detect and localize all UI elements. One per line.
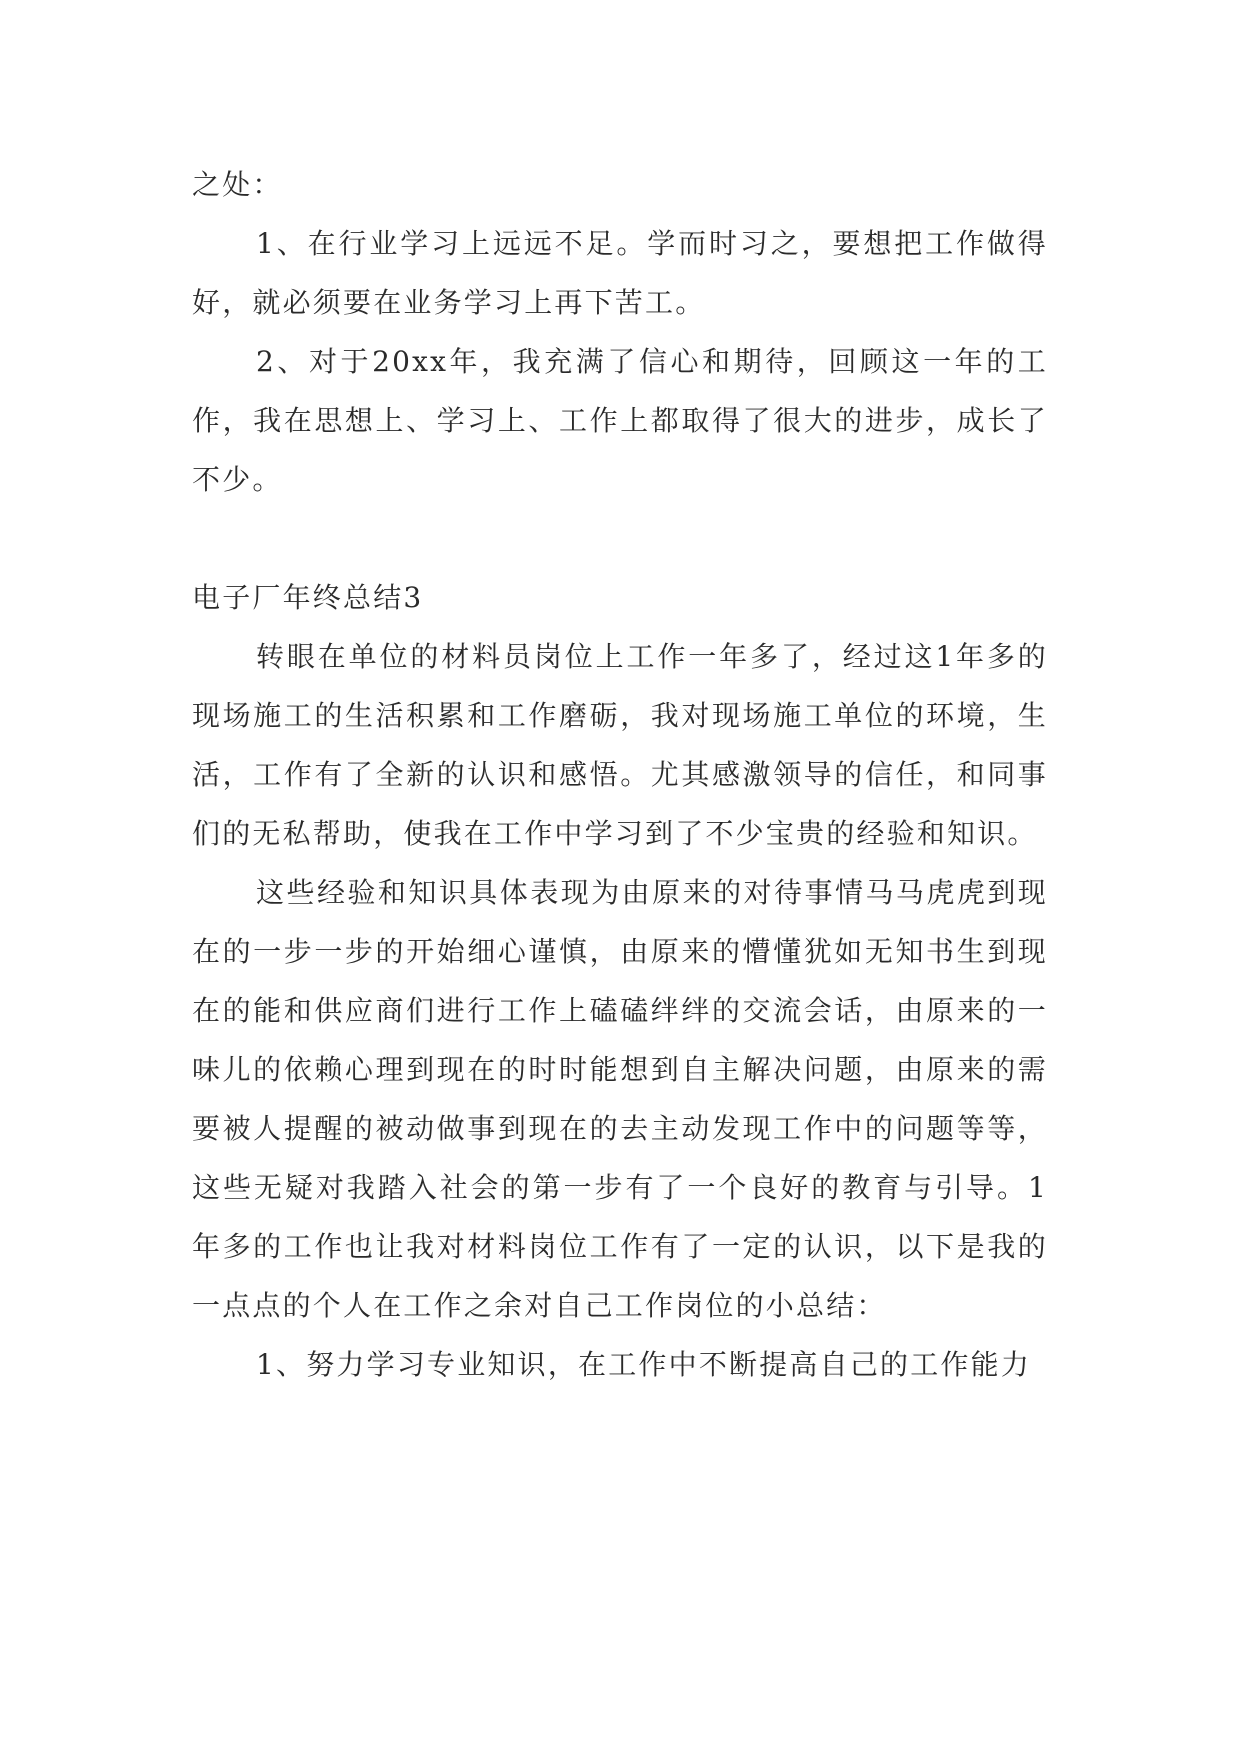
paragraph-experience: 这些经验和知识具体表现为由原来的对待事情马马虎虎到现在的一步一步的开始细心谨慎，由原来的懵懂犹如无知书生到现在的能和供应商们进行工作上磕磕绊绊的交流会话，由原来的一味儿的依赖心理到现在的时时能想到自主解决问题，由原来的需要被人提醒的被动做事到现在的去主动发现工作中的问题等等，这些无疑对我踏入社会的第一步有了一个良好的教育与引导。1年多的工作也让我对材料岗位工作有了一定的认识，以下是我的一点点的个人在工作之余对自己工作岗位的小总结：	[192, 876, 1048, 1322]
section-gap	[192, 509, 1048, 568]
paragraph-continuation: 之处：	[192, 168, 283, 201]
document-body	[192, 155, 1048, 1394]
paragraph-item-1: 1、在行业学习上远远不足。学而时习之，要想把工作做得好，就必须要在业务学习上再下苦工。	[192, 227, 1048, 319]
paragraph-item-2: 2、对于20xx年，我充满了信心和期待，回顾这一年的工作，我在思想上、学习上、工作上都取得了很大的进步，成长了不少。	[192, 345, 1048, 496]
paragraph-summary-item-1: 1、努力学习专业知识，在工作中不断提高自己的工作能力	[256, 1348, 1032, 1381]
section-heading: 电子厂年终总结3	[192, 581, 424, 614]
paragraph-intro: 转眼在单位的材料员岗位上工作一年多了，经过这1年多的现场施工的生活积累和工作磨砺，我对现场施工单位的环境，生活，工作有了全新的认识和感悟。尤其感激领导的信任，和同事们的无私帮助，使我在工作中学习到了不少宝贵的经验和知识。	[192, 640, 1048, 850]
